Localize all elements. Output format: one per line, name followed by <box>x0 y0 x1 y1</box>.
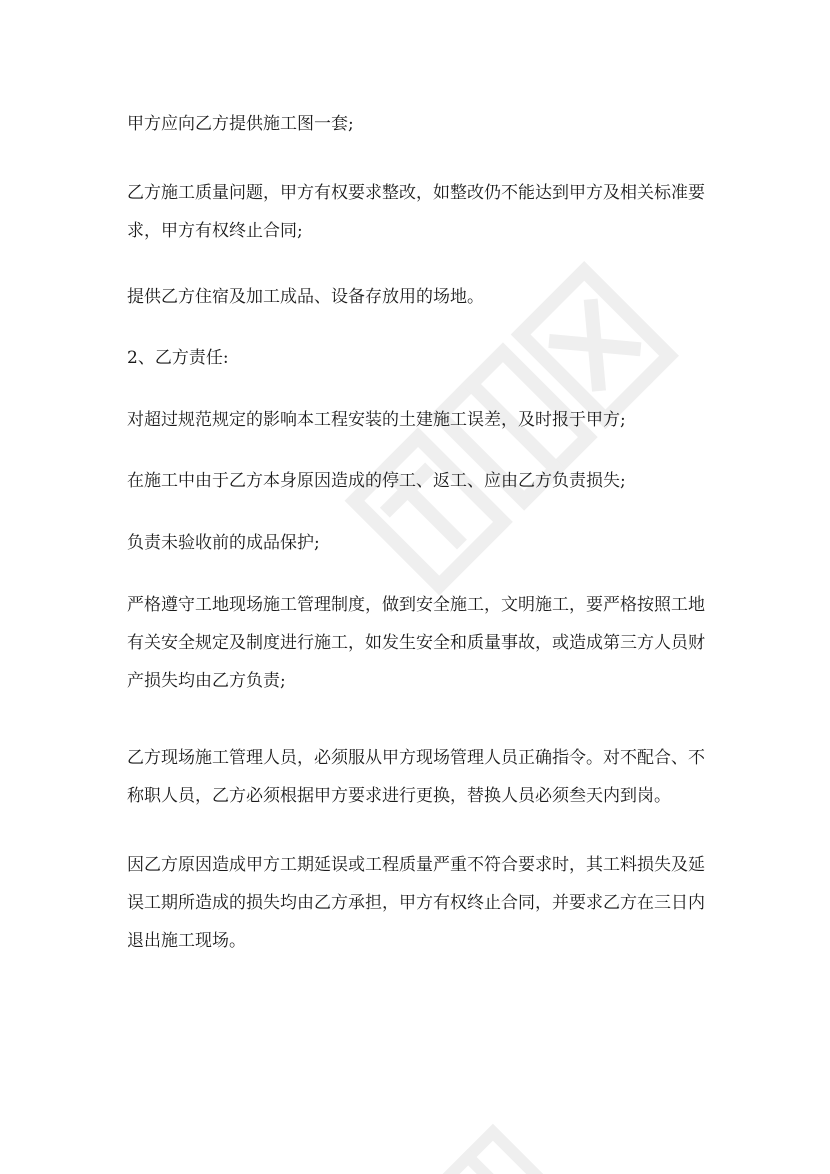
paragraph-line: 对超过规范规定的影响本工程安装的土建施工误差，及时报于甲方; <box>127 410 626 430</box>
paragraph-line: 2、乙方责任: <box>127 348 229 368</box>
paragraph-line: 误工期所造成的损失均由乙方承担，甲方有权终止合同，并要求乙方在三日内 <box>127 893 705 913</box>
paragraph-line: 求，甲方有权终止合同; <box>127 221 303 241</box>
paragraph-10 <box>127 846 707 960</box>
paragraph-line: 在施工中由于乙方本身原因造成的停工、返工、应由乙方负责损失; <box>127 471 626 491</box>
paragraph-2 <box>127 174 707 250</box>
watermark-logo-partial <box>370 1090 630 1174</box>
paragraph-line: 称职人员，乙方必须根据甲方要求进行更换，替换人员必须叁天内到岗。 <box>127 786 671 806</box>
paragraph-line: 乙方现场施工管理人员，必须服从甲方现场管理人员正确指令。对不配合、不 <box>127 748 705 768</box>
paragraph-8 <box>127 586 707 700</box>
paragraph-6 <box>127 462 707 500</box>
paragraph-line: 负责未验收前的成品保护; <box>127 533 320 553</box>
paragraph-line: 产损失均由乙方负责; <box>127 671 286 691</box>
paragraph-line: 提供乙方住宿及加工成品、设备存放用的场地。 <box>127 287 484 307</box>
paragraph-line: 退出施工现场。 <box>127 931 246 951</box>
paragraph-line: 因乙方原因造成甲方工期延误或工程质量严重不符合要求时，其工料损失及延 <box>127 855 705 875</box>
paragraph-line: 严格遵守工地现场施工管理制度，做到安全施工，文明施工，要严格按照工地 <box>127 595 705 615</box>
section-heading-party-b <box>127 339 707 377</box>
paragraph-5 <box>127 401 707 439</box>
paragraph-7 <box>127 524 707 562</box>
paragraph-line: 乙方施工质量问题，甲方有权要求整改，如整改仍不能达到甲方及相关标准要 <box>127 183 705 203</box>
paragraph-9 <box>127 739 707 815</box>
paragraph-line: 有关安全规定及制度进行施工，如发生安全和质量事故，或造成第三方人员财 <box>127 633 705 653</box>
paragraph-line: 甲方应向乙方提供施工图一套; <box>127 114 354 134</box>
paragraph-3 <box>127 278 707 316</box>
paragraph-1 <box>127 105 707 143</box>
